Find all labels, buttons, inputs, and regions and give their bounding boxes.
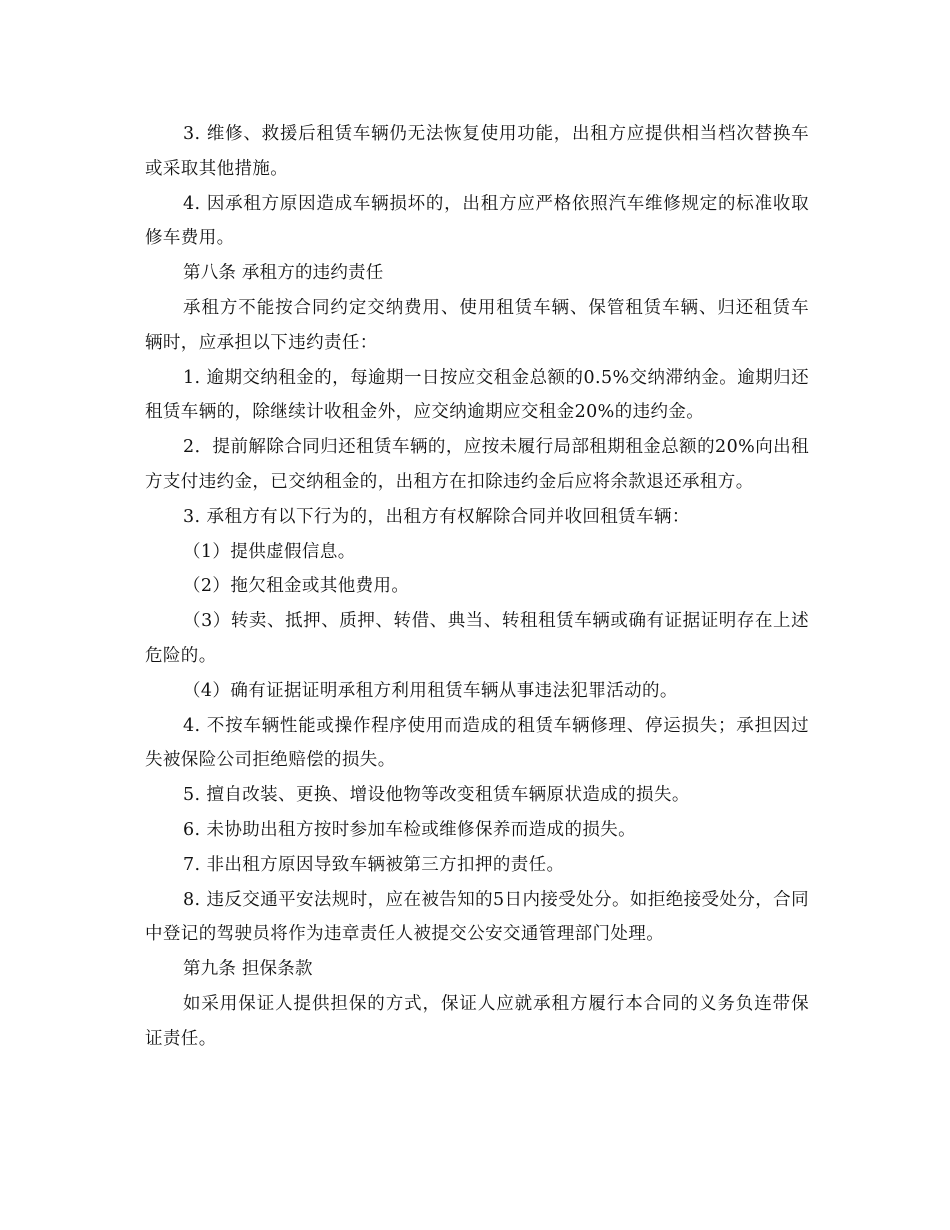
article-8-item-3: 3. 承租方有以下行为的，出租方有权解除合同并收回租赁车辆：: [183, 506, 690, 527]
article-9-heading: 第九条 担保条款: [183, 959, 313, 980]
article-8-item-2: 2．提前解除合同归还租赁车辆的，应按未履行局部租期租金总额的20%向出租方支付违约金，已交纳租金的，出租方在扣除违约金后应将余款退还承租方。: [145, 437, 809, 492]
article-8-item-1: 1. 逾期交纳租金的，每逾期一日按应交租金总额的0.5%交纳滞纳金。逾期归还租赁车辆的，除继续计收租金外，应交纳逾期应交租金20%的违约金。: [145, 367, 809, 423]
article-8-item-8: 8. 违反交通平安法规时，应在被告知的5日内接受处分。如拒绝接受处分，合同中登记的驾驶员将作为违章责任人被提交公安交通管理部门处理。: [145, 889, 809, 945]
article-8-intro: 承租方不能按合同约定交纳费用、使用租赁车辆、保管租赁车辆、归还租赁车辆时，应承担以下违约责任：: [145, 297, 809, 353]
article-8-item-3-sub-4: （4）确有证据证明承租方利用租赁车辆从事违法犯罪活动的。: [183, 680, 678, 701]
article-8-item-3-sub-1: （1）提供虚假信息。: [183, 541, 356, 562]
article-8-item-4: 4. 不按车辆性能或操作程序使用而造成的租赁车辆修理、停运损失；承担因过失被保险公司拒绝赔偿的损失。: [145, 715, 809, 771]
clause-7-item-4: 4. 因承租方原因造成车辆损坏的，出租方应严格依照汽车维修规定的标准收取修车费用。: [145, 193, 809, 249]
article-8-item-6: 6. 未协助出租方按时参加车检或维修保养而造成的损失。: [183, 819, 637, 840]
article-9-guarantee-clause: 如采用保证人提供担保的方式，保证人应就承租方履行本合同的义务负连带保证责任。: [145, 993, 809, 1049]
article-8-item-3-sub-2: （2）拖欠租金或其他费用。: [183, 576, 410, 597]
clause-7-item-3: 3. 维修、救援后租赁车辆仍无法恢复使用功能，出租方应提供相当档次替换车或采取其他措施。: [145, 124, 809, 179]
article-8-heading: 第八条 承租方的违约责任: [183, 263, 384, 284]
document-body: [145, 117, 809, 1057]
article-8-item-3-sub-3: （3）转卖、抵押、质押、转借、典当、转租租赁车辆或确有证据证明存在上述危险的。: [145, 611, 809, 666]
article-8-item-7: 7. 非出租方原因导致车辆被第三方扣押的责任。: [183, 854, 565, 875]
article-8-item-5: 5. 擅自改装、更换、增设他物等改变租赁车辆原状造成的损失。: [183, 785, 690, 806]
